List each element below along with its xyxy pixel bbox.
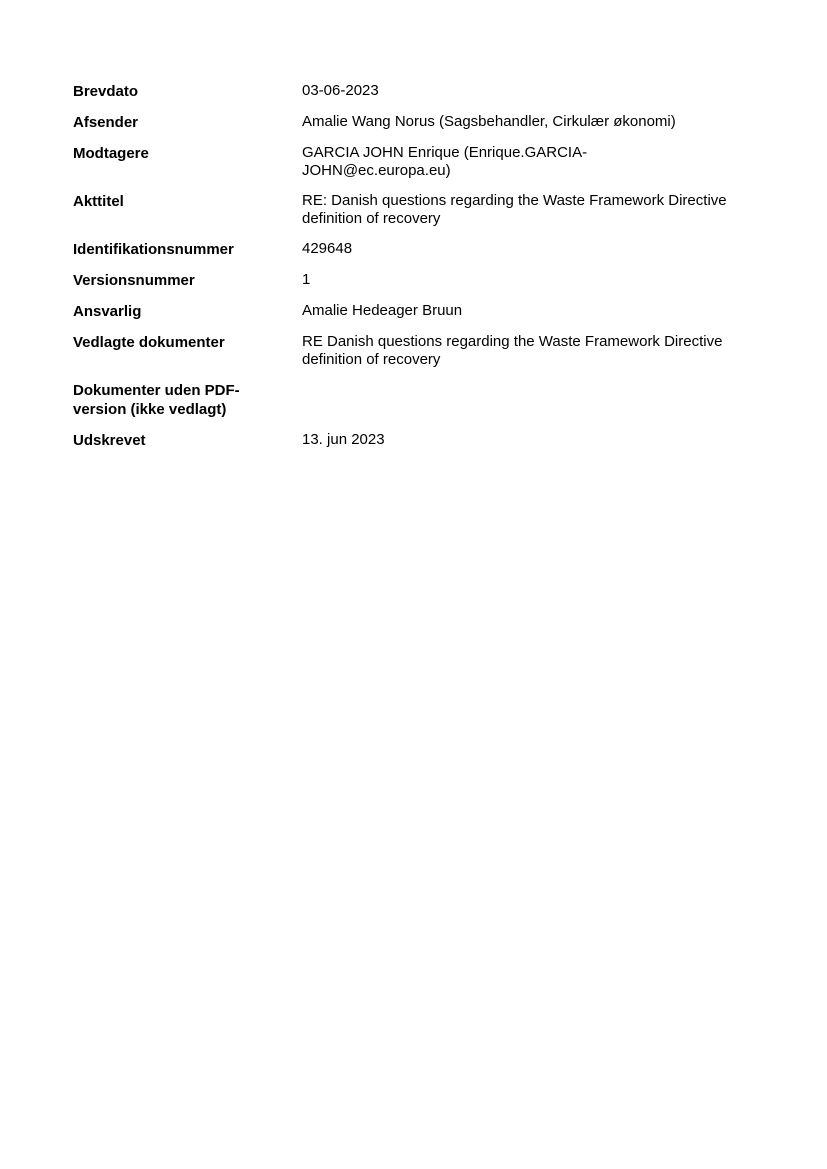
value-akttitel: RE: Danish questions regarding the Waste Framework Directive definition of recovery xyxy=(302,192,727,227)
value-udskrevet: 13. jun 2023 xyxy=(302,431,385,448)
row-modtagere xyxy=(73,144,763,180)
row-afsender xyxy=(73,113,763,133)
row-akttitel xyxy=(73,192,763,228)
label-akttitel: Akttitel xyxy=(73,193,124,210)
value-ansvarlig: Amalie Hedeager Bruun xyxy=(302,302,463,319)
metadata-table xyxy=(73,82,763,462)
label-modtagere: Modtagere xyxy=(73,145,149,162)
row-udskrevet xyxy=(73,431,763,451)
row-brevdato xyxy=(73,82,763,102)
value-modtagere: GARCIA JOHN Enrique (Enrique.GARCIA- JOHN@ec.europa.eu) xyxy=(302,144,588,179)
label-afsender: Afsender xyxy=(73,114,139,131)
row-dokumenter-uden-pdf xyxy=(73,381,763,419)
label-identifikationsnummer: Identifikationsnummer xyxy=(73,241,234,258)
row-ansvarlig xyxy=(73,302,763,322)
label-ansvarlig: Ansvarlig xyxy=(73,303,142,320)
label-brevdato: Brevdato xyxy=(73,83,139,100)
row-vedlagte-dokumenter xyxy=(73,333,763,369)
value-identifikationsnummer: 429648 xyxy=(302,240,353,257)
label-versionsnummer: Versionsnummer xyxy=(73,272,195,289)
label-udskrevet: Udskrevet xyxy=(73,432,146,449)
value-vedlagte-dokumenter: RE Danish questions regarding the Waste Framework Directive definition of recovery xyxy=(302,333,723,368)
row-versionsnummer xyxy=(73,271,763,291)
label-vedlagte-dokumenter: Vedlagte dokumenter xyxy=(73,334,225,351)
value-versionsnummer: 1 xyxy=(302,271,311,288)
label-dokumenter-uden-pdf: Dokumenter uden PDF- version (ikke vedlagt) xyxy=(73,382,240,418)
value-afsender: Amalie Wang Norus (Sagsbehandler, Cirkulær økonomi) xyxy=(302,113,676,130)
row-identifikationsnummer xyxy=(73,240,763,260)
value-brevdato: 03-06-2023 xyxy=(302,82,379,99)
